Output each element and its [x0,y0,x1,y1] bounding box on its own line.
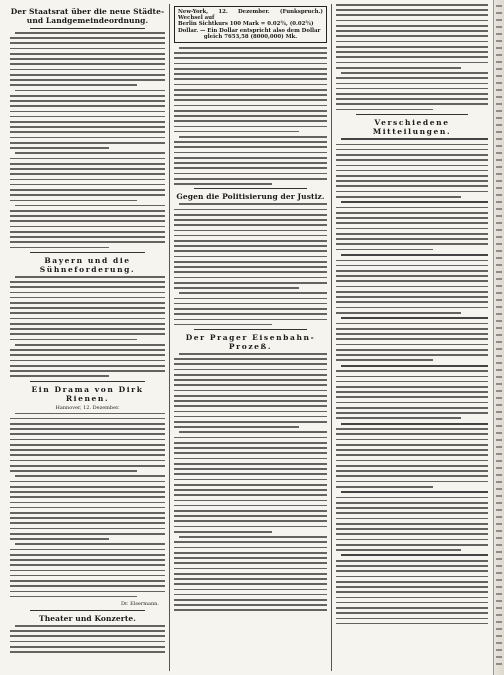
article-col3-top [336,4,488,110]
signature: Dr. Elsermann. [121,600,159,607]
newspaper-page [6,4,492,671]
box-line: Dollar. — Ein Dollar entspricht also dem Dollar [178,27,321,34]
article-justiz-body [174,203,327,325]
article-prager-body [174,353,327,611]
article-theater-body [10,625,165,653]
headline-prager: Der Prager Eisenbahn-Prozeß. [185,332,316,351]
column-3 [331,4,492,671]
article-mitteilungen-body [336,138,488,625]
divider [30,252,145,253]
box-line: New-York, 12. Dezember. (Funkspruch.) Wechsel auf [178,9,323,22]
headline-drama: Ein Drama von Dirk Rienen. [31,384,144,403]
divider [30,28,145,29]
column-1 [6,4,169,671]
box-line: Berlin Sichtkurs 100 Mark = 0.02¾, (0.02¾) [178,21,314,28]
headline-mitteilungen: Verschiedene Mitteilungen. [372,117,452,136]
divider [30,381,145,382]
box-line: gleich 7653,58 (8000,000) Mk. [203,33,298,40]
divider [30,610,145,611]
headline-staatsrat: Der Staatsrat über die neue Städte- und Landgemeindeordnung. [10,7,165,25]
column-2 [169,4,331,671]
headline-theater: Theater und Konzerte. [39,613,136,623]
divider [356,114,468,115]
article-col2-top [174,47,327,185]
article-staatsrat-body [10,32,165,248]
divider [194,188,307,189]
adjacent-page-edge [493,0,504,675]
article-bayern-body [10,276,165,377]
article-drama-body [10,413,165,598]
dateline-drama: Hannover, 12. Dezember. [55,404,120,411]
exchange-rate-box [174,6,327,43]
headline-justiz: Gegen die Politisierung der Justiz. [176,192,325,202]
divider [194,329,307,330]
headline-bayern: Bayern und die Sühneforderung. [39,255,136,274]
